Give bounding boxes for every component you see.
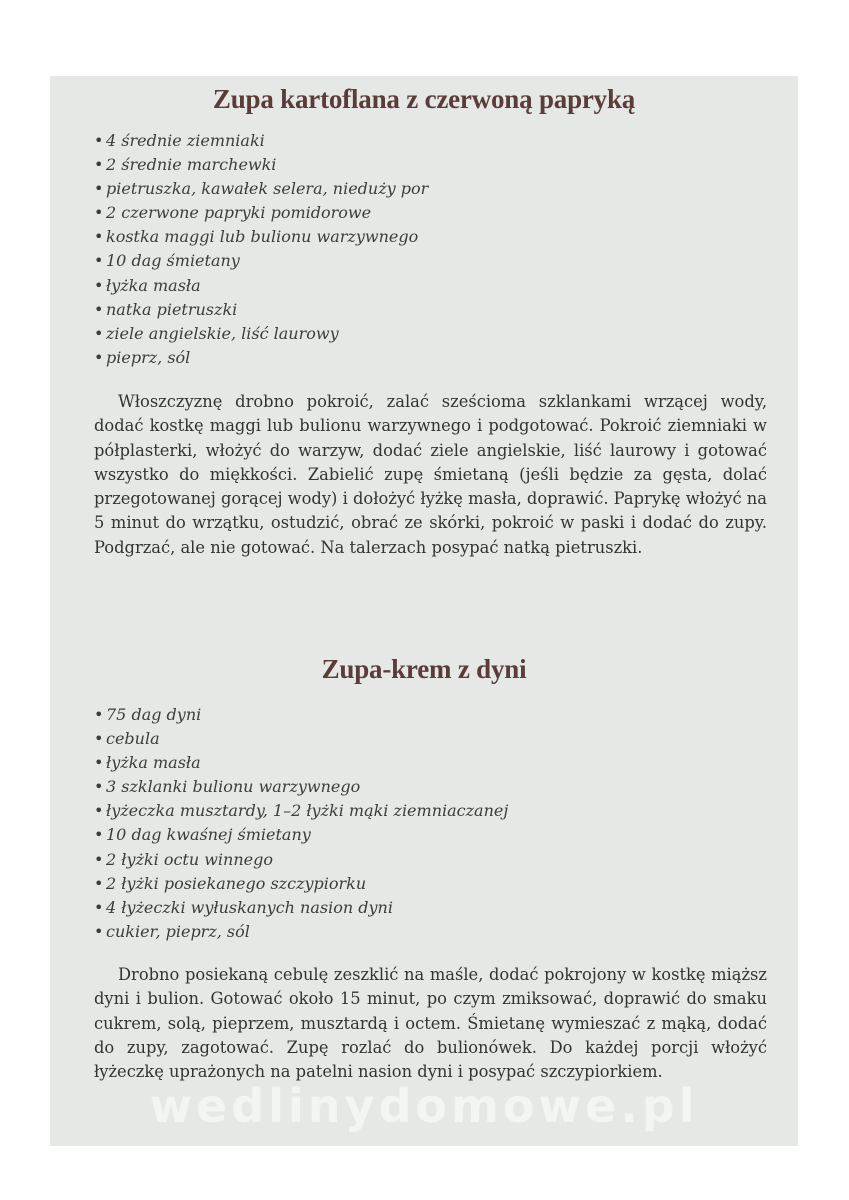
recipe-title-potato-soup: Zupa kartoflana z czerwoną papryką [212,84,636,114]
ingredient-item: • cebula [94,727,508,751]
ingredient-item: • natka pietruszki [94,298,428,322]
method-paragraph-pumpkin-soup: Drobno posiekaną cebulę zeszklić na maśle, dodać pokrojony w kostkę miąższ dyni i bulion. Gotować około 15 minut, po czym zmiksować, doprawić do smaku cukrem, solą, pieprzem, musztardą i octem. Śmietanę wymieszać z mąką, dodać do zupy, zagotować. Zupę rozlać do bulionówek. Do każdej porcji włożyć łyżeczkę uprażonych na patelni nasion dyni i posypać szczypiorkiem. [94,965,767,1082]
ingredient-item: • 3 szklanki bulionu warzywnego [94,775,508,799]
method-paragraph-potato-soup: Włoszczyznę drobno pokroić, zalać sześcioma szklankami wrzącej wody, dodać kostkę maggi lub bulionu warzywnego i podgotować. Pokroić ziemniaki w półplasterki, włożyć do warzyw, dodać ziele angielskie, liść laurowy i gotować wszystko do miękkości. Zabielić zupę śmietaną (jeśli będzie za gęsta, dolać przegotowanej gorącej wody) i dołożyć łyżkę masła, doprawić. Paprykę włożyć na 5 minut do wrzątku, ostudzić, obrać ze skórki, pokroić w paski i dodać do zupy. Podgrzać, ale nie gotować. Na talerzach posypać natką pietruszki. [94,392,767,557]
ingredient-item: • łyżka masła [94,274,428,298]
ingredient-item: • kostka maggi lub bulionu warzywnego [94,225,428,249]
ingredient-item: • 10 dag kwaśnej śmietany [94,823,508,847]
ingredient-item: • cukier, pieprz, sól [94,920,508,944]
ingredient-item: • 2 czerwone papryki pomidorowe [94,201,428,225]
ingredient-item: • ziele angielskie, liść laurowy [94,322,428,346]
ingredient-item: • 2 łyżki octu winnego [94,848,508,872]
watermark: wedlinydomowe.pl [149,1079,699,1133]
ingredient-item: • 2 średnie marchewki [94,153,428,177]
ingredient-item: • 2 łyżki posiekanego szczypiorku [94,872,508,896]
ingredient-item: • 4 średnie ziemniaki [94,129,428,153]
book-page [50,76,798,1146]
ingredient-item: • 10 dag śmietany [94,249,428,273]
recipe-title-pumpkin-soup: Zupa-krem z dyni [321,654,527,684]
ingredients-list-potato-soup [94,129,428,370]
ingredient-item: • łyżeczka musztardy, 1–2 łyżki mąki ziemniaczanej [94,799,508,823]
ingredient-item: • pietruszka, kawałek selera, nieduży por [94,177,428,201]
ingredient-item: • pieprz, sól [94,346,428,370]
ingredient-item: • 75 dag dyni [94,703,508,727]
ingredient-item: • 4 łyżeczki wyłuskanych nasion dyni [94,896,508,920]
ingredients-list-pumpkin-soup [94,703,508,944]
ingredient-item: • łyżka masła [94,751,508,775]
